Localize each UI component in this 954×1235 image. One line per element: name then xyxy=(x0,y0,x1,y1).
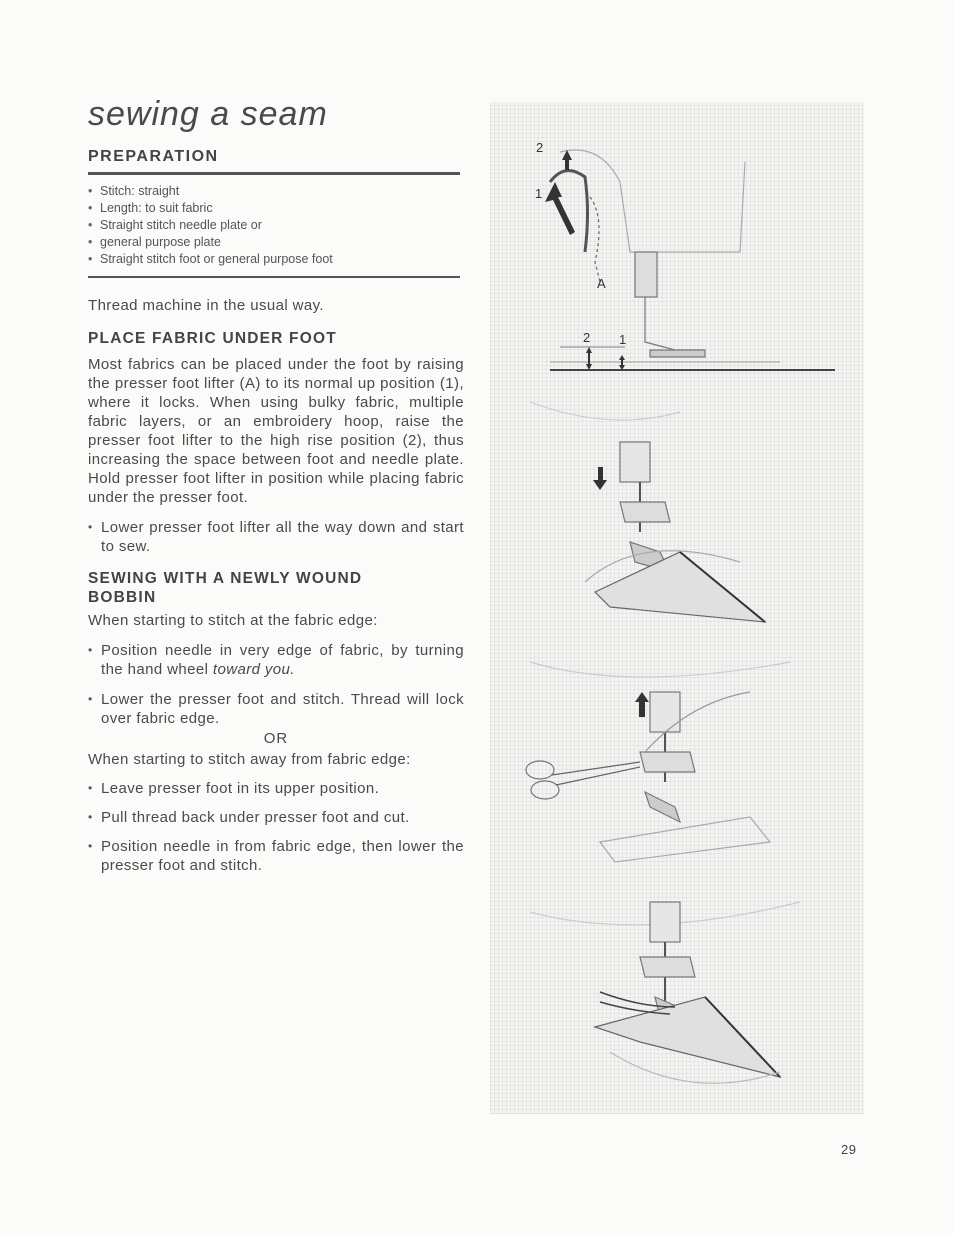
new-bobbin-heading-line2: BOBBIN xyxy=(88,589,157,606)
new-bobbin-heading xyxy=(88,569,464,607)
new-bobbin-bullet-4: • Pull thread back under presser foot and cut. xyxy=(88,808,464,827)
list-item: • Straight stitch foot or general purpose foot xyxy=(88,251,464,268)
new-bobbin-bullet-1 xyxy=(88,641,464,679)
arrow-down-icon xyxy=(593,467,607,490)
sewing-illustration xyxy=(490,102,864,1114)
new-bobbin-intro: When starting to stitch at the fabric edge: xyxy=(88,612,378,629)
fabric-edge-panel xyxy=(530,402,765,622)
new-bobbin-intro-2: When starting to stitch away from fabric edge: xyxy=(88,751,411,768)
arrow-up-icon xyxy=(562,150,572,170)
place-fabric-heading: PLACE FABRIC UNDER FOOT xyxy=(88,330,337,347)
label-1-top: 1 xyxy=(535,186,543,201)
label-A: A xyxy=(597,276,606,291)
list-item: • Stitch: straight xyxy=(88,183,464,200)
gauge-arrow-icon xyxy=(586,347,592,370)
page-title: sewing a seam xyxy=(88,95,328,133)
place-fabric-body: Most fabrics can be placed under the foot by raising the presser foot lifter (A) to its normal up position (1), where it locks. When using bulky fabric, multiple fabric layers, or an embroidery hoop, raise the presser foot lifter to the high rise position (2), thus increasing the space between foot and needle plate. Hold presser foot lifter in position while placing fabric under the presser foot. xyxy=(88,356,464,506)
label-2-gauge: 2 xyxy=(583,330,591,345)
stitching-panel xyxy=(530,902,800,1083)
page-number: 29 xyxy=(841,1142,857,1157)
preparation-heading: PREPARATION xyxy=(88,148,219,165)
new-bobbin-bullet-5: • Position needle in from fabric edge, then lower the presser foot and stitch. xyxy=(88,837,464,875)
list-item-continuation: • general purpose plate xyxy=(88,234,464,251)
place-fabric-bullet: • Lower presser foot lifter all the way down and start to sew. xyxy=(88,518,464,556)
new-bobbin-heading-line1: SEWING WITH A NEWLY WOUND xyxy=(88,570,363,587)
bullet-1-text: Position needle in very edge of fabric, by turning the hand wheel xyxy=(101,642,464,678)
arrow-up-icon xyxy=(635,692,649,717)
arrow-diagonal-icon xyxy=(545,182,575,235)
divider xyxy=(88,172,460,175)
label-1-gauge: 1 xyxy=(619,332,627,347)
new-bobbin-bullet-2: • Lower the presser foot and stitch. Thread will lock over fabric edge. xyxy=(88,690,464,728)
scissors-panel xyxy=(526,662,790,862)
list-item: • Length: to suit fabric xyxy=(88,200,464,217)
list-item: • Straight stitch needle plate or xyxy=(88,217,464,234)
preparation-list xyxy=(88,183,464,268)
new-bobbin-bullet-3: • Leave presser foot in its upper position. xyxy=(88,779,464,798)
divider xyxy=(88,276,460,278)
thread-note: Thread machine in the usual way. xyxy=(88,297,324,314)
lifter-panel xyxy=(550,150,835,370)
illustration-svg xyxy=(490,102,864,1114)
label-2-top: 2 xyxy=(536,140,544,155)
text-column xyxy=(88,92,464,875)
bullet-1-emphasis: toward you. xyxy=(212,661,295,678)
or-divider: OR xyxy=(263,730,289,747)
